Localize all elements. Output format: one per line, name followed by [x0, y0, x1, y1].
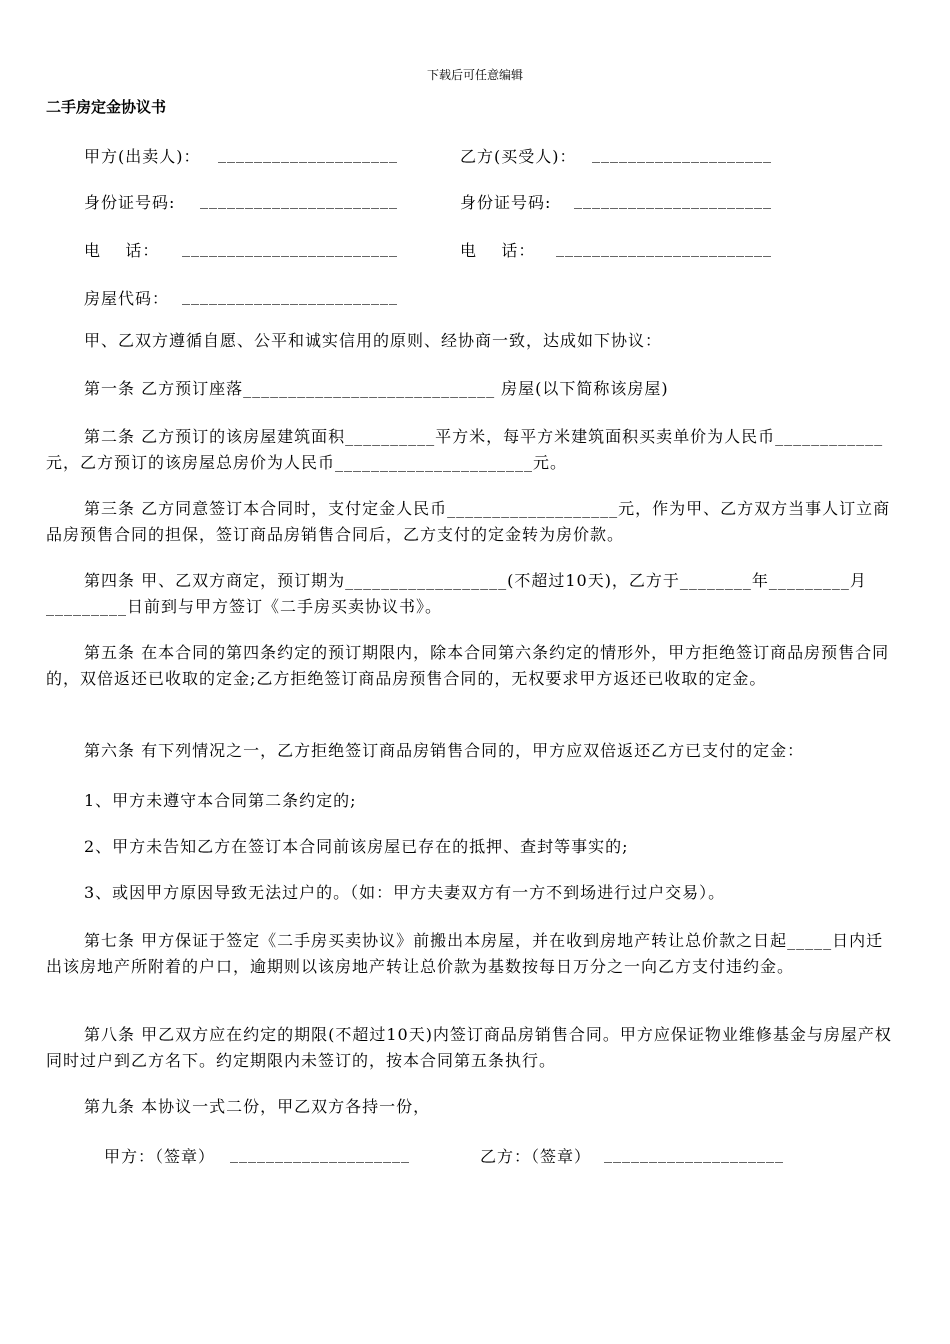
buyer-label: 乙方(买受人)：: [460, 147, 577, 166]
article-6-item-1: 1、甲方未遵守本合同第二条约定的;: [84, 791, 357, 810]
buyer-phone-label: 电 话：: [460, 241, 536, 260]
party-a-signature-label: 甲方：（签章）: [104, 1147, 216, 1166]
article-2: 第二条 乙方预订的该房屋建筑面积__________平方米，每平方米建筑面积买卖单价为人民币____________元，乙方预订的该房屋总房价为人民币______________________元。: [46, 427, 884, 472]
article-4: 第四条 甲、乙双方商定，预订期为__________________(不超过10天)，乙方于________年_________月_________日前到与甲方签订《二手房买卖协议书》。: [46, 571, 867, 616]
seller-phone-blank: ________________________: [182, 238, 398, 257]
house-code-blank: ________________________: [182, 286, 398, 305]
article-3: 第三条 乙方同意签订本合同时，支付定金人民币___________________元，作为甲、乙方双方当事人订立商品房预售合同的担保，签订商品房销售合同后，乙方支付的定金转为房价款。: [46, 499, 891, 544]
buyer-blank: ____________________: [592, 144, 772, 163]
article-9: 第九条 本协议一式二份，甲乙双方各持一份，: [84, 1097, 431, 1116]
article-6-item-2: 2、甲方未告知乙方在签订本合同前该房屋已存在的抵押、查封等事实的;: [84, 837, 629, 856]
article-1: 第一条 乙方预订座落____________________________ 房屋(以下简称该房屋): [84, 379, 669, 398]
seller-blank: ____________________: [218, 144, 398, 163]
party-a-signature-blank: ____________________: [230, 1144, 410, 1163]
page-header-note: 下载后可任意编辑: [426, 68, 523, 82]
article-5: 第五条 在本合同的第四条约定的预订期限内，除本合同第六条约定的情形外，甲方拒绝签订商品房预售合同的，双倍返还已收取的定金;乙方拒绝签订商品房预售合同的，无权要求甲方返还已收取的定金。: [46, 643, 890, 688]
house-code-row: [0, 286, 950, 310]
article-8: 第八条 甲乙双方应在约定的期限(不超过10天)内签订商品房销售合同。甲方应保证物业维修基金与房屋产权同时过户到乙方名下。约定期限内未签订的，按本合同第五条执行。: [46, 1025, 892, 1070]
house-code-label: 房屋代码：: [84, 289, 170, 308]
document-title: 二手房定金协议书: [46, 98, 167, 116]
article-7: 第七条 甲方保证于签定《二手房买卖协议》前搬出本房屋，并在收到房地产转让总价款之日起_____日内迁出该房地产所附着的户口，逾期则以该房地产转让总价款为基数按每日万分之一向乙方支付违约金。: [46, 931, 884, 976]
article-6: 第六条 有下列情况之一，乙方拒绝签订商品房销售合同的，甲方应双倍返还乙方已支付的定金：: [84, 741, 805, 760]
intro-paragraph: 甲、乙双方遵循自愿、公平和诚实信用的原则、经协商一致，达成如下协议：: [84, 331, 663, 350]
seller-id-blank: ______________________: [200, 190, 398, 209]
article-6-item-3: 3、或因甲方原因导致无法过户的。（如：甲方夫妻双方有一方不到场进行过户交易）。: [84, 883, 726, 902]
party-b-signature-blank: ____________________: [604, 1144, 784, 1163]
seller-id-label: 身份证号码:: [84, 193, 176, 212]
seller-phone-label: 电 话：: [84, 241, 160, 260]
buyer-id-blank: ______________________: [574, 190, 772, 209]
seller-label: 甲方(出卖人)：: [84, 147, 201, 166]
party-b-signature-label: 乙方：（签章）: [480, 1147, 592, 1166]
id-number-row: [0, 190, 950, 214]
phone-row: [0, 238, 950, 262]
buyer-id-label: 身份证号码:: [460, 193, 552, 212]
buyer-phone-blank: ________________________: [556, 238, 772, 257]
party-name-row: [0, 144, 950, 168]
signature-row: [0, 1144, 950, 1168]
